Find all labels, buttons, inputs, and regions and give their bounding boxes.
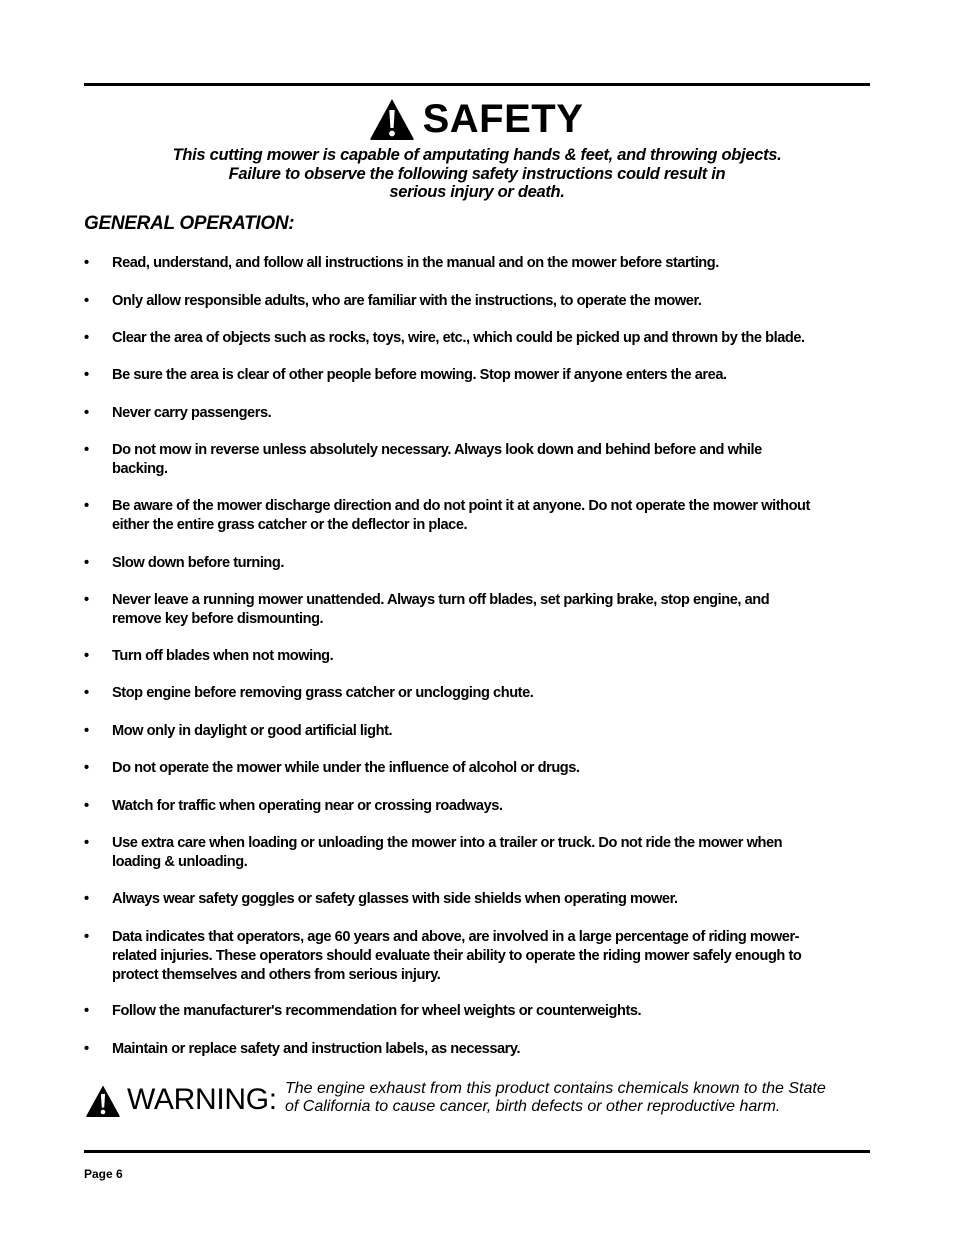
list-item-line: Clear the area of objects such as rocks, toys, wire, etc., which could be picked up and thrown by the blade. <box>112 330 805 346</box>
top-rule <box>84 83 870 86</box>
safety-lead-warning <box>84 146 870 202</box>
bullet-glyph: • <box>84 1041 89 1057</box>
list-item-line: Use extra care when loading or unloading the mower into a trailer or truck. Do not ride the mower when <box>112 835 783 851</box>
list-item-line: Never leave a running mower unattended. Always turn off blades, set parking brake, stop engine, and <box>112 592 770 608</box>
bullet-glyph: • <box>84 367 89 383</box>
list-item-line: Do not mow in reverse unless absolutely necessary. Always look down and behind before and while <box>112 442 762 458</box>
list-item-line: Only allow responsible adults, who are familiar with the instructions, to operate the mower. <box>112 293 702 309</box>
bullet-glyph: • <box>84 555 89 571</box>
bullet-glyph: • <box>84 929 89 945</box>
bullet-glyph: • <box>84 405 89 421</box>
list-item-text <box>112 1040 874 1059</box>
list-item-text <box>112 684 874 703</box>
list-item-text <box>112 554 874 573</box>
bullet-glyph: • <box>84 685 89 701</box>
list-item-line: remove key before dismounting. <box>112 611 324 627</box>
list-item-text <box>112 797 874 816</box>
list-item-text <box>112 890 874 909</box>
bullet-glyph: • <box>84 648 89 664</box>
bottom-rule <box>84 1150 870 1153</box>
list-item-text <box>112 329 874 348</box>
list-item-line: Maintain or replace safety and instruction labels, as necessary. <box>112 1041 521 1057</box>
prop65-line: of California to cause cancer, birth defects or other reproductive harm. <box>285 1098 781 1115</box>
list-item-line: Be sure the area is clear of other people before mowing. Stop mower if anyone enters the area. <box>112 367 727 383</box>
bullet-glyph: • <box>84 1003 89 1019</box>
list-item-text <box>112 1002 874 1021</box>
list-item-line: Turn off blades when not mowing. <box>112 648 334 664</box>
bullet-glyph: • <box>84 798 89 814</box>
list-item-text <box>112 834 874 872</box>
list-item-text <box>112 591 874 629</box>
warning-label: WARNING: <box>127 1083 277 1116</box>
list-item-line: loading & unloading. <box>112 854 248 870</box>
list-item-line: Data indicates that operators, age 60 years and above, are involved in a large percentage of riding mower- <box>112 929 800 945</box>
bullet-glyph: • <box>84 255 89 271</box>
list-item-text <box>112 254 874 273</box>
warning-triangle-icon <box>85 1084 121 1118</box>
list-item-line: Mow only in daylight or good artificial light. <box>112 723 393 739</box>
lead-line: serious injury or death. <box>389 183 565 201</box>
bullet-glyph: • <box>84 293 89 309</box>
lead-line: This cutting mower is capable of amputating hands & feet, and throwing objects. <box>172 146 782 164</box>
bullet-glyph: • <box>84 592 89 608</box>
bullet-glyph: • <box>84 835 89 851</box>
list-item-text <box>112 292 874 311</box>
bullet-glyph: • <box>84 498 89 514</box>
prop65-line: The engine exhaust from this product contains chemicals known to the State <box>285 1080 826 1097</box>
section-heading: GENERAL OPERATION: <box>84 213 295 234</box>
bullet-glyph: • <box>84 330 89 346</box>
list-item-text <box>112 404 874 423</box>
bullet-glyph: • <box>84 891 89 907</box>
list-item-line: Be aware of the mower discharge direction and do not point it at anyone. Do not operate the mower without <box>112 498 810 514</box>
list-item-text <box>112 759 874 778</box>
warning-triangle-icon <box>369 97 415 141</box>
list-item-line: Slow down before turning. <box>112 555 284 571</box>
list-item-line: Always wear safety goggles or safety glasses with side shields when operating mower. <box>112 891 678 907</box>
bullet-glyph: • <box>84 723 89 739</box>
list-item-line: Stop engine before removing grass catcher or unclogging chute. <box>112 685 534 701</box>
page-number: Page 6 <box>84 1167 123 1181</box>
list-item-line: Follow the manufacturer's recommendation for wheel weights or counterweights. <box>112 1003 642 1019</box>
list-item-line: Do not operate the mower while under the influence of alcohol or drugs. <box>112 760 580 776</box>
list-item-text <box>112 366 874 385</box>
list-item-text <box>112 928 874 985</box>
list-item-line: Never carry passengers. <box>112 405 272 421</box>
bullet-glyph: • <box>84 760 89 776</box>
list-item-text <box>112 722 874 741</box>
list-item-line: either the entire grass catcher or the deflector in place. <box>112 517 468 533</box>
list-item-line: related injuries. These operators should evaluate their ability to operate the riding mower safely enough to <box>112 948 802 964</box>
list-item-line: backing. <box>112 461 168 477</box>
title-text: SAFETY <box>422 97 584 141</box>
list-item-text <box>112 647 874 666</box>
list-item-line: protect themselves and others from serious injury. <box>112 967 441 983</box>
lead-line: Failure to observe the following safety instructions could result in <box>228 164 726 183</box>
list-item-text <box>112 441 874 479</box>
list-item-line: Watch for traffic when operating near or crossing roadways. <box>112 798 503 814</box>
page-title <box>0 96 954 142</box>
prop65-text <box>285 1080 870 1116</box>
list-item-text <box>112 497 874 535</box>
bullet-glyph: • <box>84 442 89 458</box>
list-item-line: Read, understand, and follow all instructions in the manual and on the mower before starting. <box>112 255 719 271</box>
